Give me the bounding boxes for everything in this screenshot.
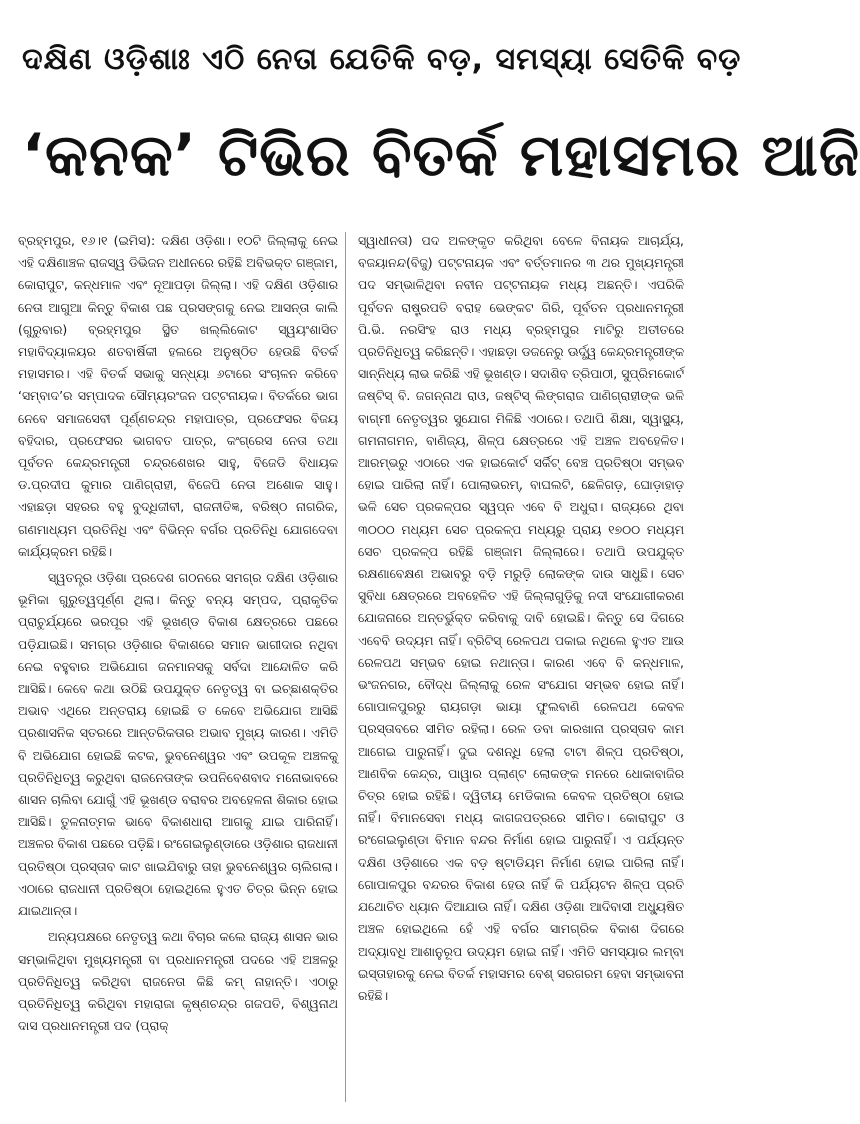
article-kicker: ଦକ୍ଷିଣ ଓଡ଼ିଶାଃ ଏଠି ନେତା ଯେତିକି ବଡ଼, ସମସ୍ୟା ସେତିକି ବଡ଼	[22, 41, 742, 77]
paragraph-2: ସ୍ୱତନ୍ତ୍ର ଓଡ଼ିଶା ପ୍ରଦେଶ ଗଠନରେ ସମଗ୍ର ଦକ୍ଷିଣ ଓଡ଼ିଶାର ଭୂମିକା ଗୁରୁତ୍ୱପୂର୍ଣ୍ଣ ଥିଲା। କିନ୍ତୁ ବନ୍ୟ ସମ୍ପଦ, ପ୍ରାକୃତିକ ପ୍ରାଚୁର୍ଯ୍ୟରେ ଭରପୂର ଏହି ଭୂଖଣ୍ଡ ବିକାଶ କ୍ଷେତ୍ରରେ ପଛରେ ପଡ଼ିଯାଇଛି। ସମଗ୍ର ଓଡ଼ିଶାର ବିକାଶରେ ସମାନ ଭାଗୀଦାର ନଥିବା ନେଇ ବହୁବାର ଅଭିଯୋଗ ଜନମାନସକୁ ସର୍ବଦା ଆନ୍ଦୋଳିତ କରି ଆସିଛି। କେବେ କଥା ଉଠିଛି ଉପଯୁକ୍ତ ନେତୃତ୍ୱ ବା ଇଚ୍ଛାଶକ୍ତିର ଅଭାବ ଏଥିରେ ଅନ୍ତରାୟ ହୋଇଛି ତ କେବେ ଅଭିଯୋଗ ଆସିଛି ପ୍ରଶାସନିକ ସ୍ତରରେ ଆନ୍ତରିକତାର ଅଭାବ ମୁଖ୍ୟ କାରଣ। ଏମିତି ବି ଅଭିଯୋଗ ହୋଇଛି କଟକ, ଭୁବନେଶ୍ୱର ଏବଂ ଉପକୂଳ ଅଞ୍ଚଳକୁ ପ୍ରତିନିଧିତ୍ୱ କରୁଥିବା ରାଜନେତାଙ୍କ ଉପନିବେଶବାଦ ମନୋଭାବରେ ଶାସନ ଚାଲିବା ଯୋଗୁଁ ଏହି ଭୂଖଣ୍ଡ ବରାବର ଅବହେଳନା ଶିକାର ହୋଇ ଆସିଛି। ତୁଳନାତ୍ମକ ଭାବେ ବିକାଶଧାରା ଆଗକୁ ଯାଇ ପାରିନାହିଁ। ଅଞ୍ଚଳର ବିକାଶ ପଛରେ ପଡ଼ିଛି। ରଂଗେଇଲୁଣ୍ଡାରେ ଓଡ଼ିଶାର ରାଜଧାନୀ ପ୍ରତିଷ୍ଠା ପ୍ରସ୍ତାବ କାଟ ଖାଇଯିବାରୁ ତାହା ଭୁବନେଶ୍ୱର ଚାଲିଗଲା। ଏଠାରେ ରାଜଧାନୀ ପ୍ରତିଷ୍ଠା ହୋଇଥିଲେ ହୁଏତ ଚିତ୍ର ଭିନ୍ନ ହୋଇ ଯାଇଥାନ୍ତା।	[18, 570, 338, 919]
paragraph-1: ବ୍ରହ୍ମପୁର, ୧୬।୧ (ଇମିସ): ଦକ୍ଷିଣ ଓଡ଼ିଶା। ୧୦ଟି ଜିଲ୍ଲାକୁ ନେଇ ଏହି ଦକ୍ଷିଣାଞ୍ଚଳ ରାଜସ୍ୱ ଡିଭିଜନ ଅଧୀନରେ ରହିଛି ଅବିଭକ୍ତ ଗଞ୍ଜାମ, କୋରାପୁଟ, କନ୍ଧମାଳ ଏବଂ ନୂଆପଡ଼ା ଜିଲ୍ଲା। ଏହି ଦକ୍ଷିଣ ଓଡ଼ିଶାର ନେତା ଆଗୁଆ କିନ୍ତୁ ବିକାଶ ପଛ ପ୍ରସଙ୍ଗକୁ ନେଇ ଆସନ୍ତା କାଲି (ଗୁରୁବାର) ବ୍ରହ୍ମପୁର ସ୍ଥିତ ଖଲ୍ଲିକୋଟ ସ୍ୱୟଂଶାସିତ ମହାବିଦ୍ୟାଳୟର ଶତବାର୍ଷିକୀ ହଲରେ ଅନୁଷ୍ଠିତ ହେଉଛି ବିତର୍କ ମହାସମର। ଏହି ବିତର୍କ ସଭାକୁ ସନ୍ଧ୍ୟା ୬ଟାରେ ସଂଚାଳନ କରିବେ ‘ସମ୍ବାଦ’ର ସମ୍ପାଦକ ସୌମ୍ୟରଂଜନ ପଟ୍ଟନାୟକ। ବିତର୍କରେ ଭାଗ ନେବେ ସମାଜସେବୀ ପୂର୍ଣ୍ଣଚନ୍ଦ୍ର ମହାପାତ୍ର, ପ୍ରଫେସର ବିଜୟ ବହିଦାର, ପ୍ରଫେସର ଭାଗବତ ପାତ୍ର, କଂଗ୍ରେସ ନେତା ତଥା ପୂର୍ବତନ କେନ୍ଦ୍ରମନ୍ତ୍ରୀ ଚନ୍ଦ୍ରଶେଖର ସାହୁ, ବିଜେଡି ବିଧାୟକ ଡ.ପ୍ରଦୀପ କୁମାର ପାଣିଗ୍ରାହୀ, ବିଜେପି ନେତା ଅଶୋକ ସାହୁ। ଏହାଛଡ଼ା ସହରର ବହୁ ବୁଦ୍ଧିଜୀବୀ, ରାଜନୀତିଜ୍ଞ, ବରିଷ୍ଠ ନାଗରିକ, ଗଣମାଧ୍ୟମ ପ୍ରତିନିଧି ଏବଂ ବିଭିନ୍ନ ବର୍ଗର ପ୍ରତିନିଧି ଯୋଗଦେବା କାର୍ଯ୍ୟକ୍ରମ ରହିଛି।	[18, 233, 338, 559]
article-headline: ‘କନକ’ ଟିଭିର ବିତର୍କ ମହାସମର ଆଜି	[22, 121, 860, 189]
column-divider	[345, 232, 346, 1102]
left-column	[18, 230, 338, 1041]
right-column	[358, 230, 684, 1011]
paragraph-4: ସ୍ୱାଧୀନତା) ପଦ ଅଳଙ୍କୃତ କରିଥିବା ବେଳେ ବିନାୟକ ଆଚାର୍ଯ୍ୟ, ବଜୟାନନ୍ଦ(ବିଜୁ) ପଟ୍ଟନାୟକ ଏବଂ ବର୍ତ୍ତମାନର ୩ ଥର ମୁଖ୍ୟମନ୍ତ୍ରୀ ପଦ ସମ୍ଭାଳିଥିବା ନବୀନ ପଟ୍ଟନାୟକ ମଧ୍ୟ ଅଛନ୍ତି। ଏପରିକି ପୂର୍ବତନ ରାଷ୍ଟ୍ରପତି ବରାହ ଭେଙ୍କଟ ଗିରି, ପୂର୍ବତନ ପ୍ରଧାନମନ୍ତ୍ରୀ ପି.ଭି. ନରସିଂହ ରାଓ ମଧ୍ୟ ବ୍ରହ୍ମପୁର ମାଟିରୁ ଅତୀତରେ ପ୍ରତିନିଧିତ୍ୱ କରିଛନ୍ତି। ଏହାଛଡ଼ା ଡଜନେରୁ ଊର୍ଦ୍ଧ୍ୱ କେନ୍ଦ୍ରମନ୍ତ୍ରୀଙ୍କ ସାନ୍ନିଧ୍ୟ ଲାଭ କରିଛି ଏହି ଭୂଖଣ୍ଡ। ସଦାଶିବ ତ୍ରିପାଠୀ, ସୁପ୍ରିମକୋର୍ଟ ଜଷ୍ଟିସ୍ ବି. ଜଗନ୍ନାଥ ରାଓ, ଜଷ୍ଟିସ୍ ଲିଙ୍ଗରାଜ ପାଣିଗ୍ରାହୀଙ୍କ ଭଳି ବାଗ୍ମୀ ନେତୃତ୍ୱର ସୁଯୋଗ ମିଳିଛି ଏଠାରେ। ତଥାପି ଶିକ୍ଷା, ସ୍ୱାସ୍ଥ୍ୟ, ଗମନାଗମନ, ବାଣିଜ୍ୟ, ଶିଳ୍ପ କ୍ଷେତ୍ରରେ ଏହି ଅଞ୍ଚଳ ଅବହେଳିତ। ଆରମ୍ଭରୁ ଏଠାରେ ଏକ ହାଇକୋର୍ଟ ସର୍କିଟ୍ ବେଞ୍ଚ ପ୍ରତିଷ୍ଠା ସମ୍ଭବ ହୋଇ ପାରିଲା ନାହିଁ। ପୋଲାଭରମ୍, ବାଘଲଟି, ଛେଳିଗଡ଼, ଘୋଡ଼ାହାଡ଼ ଭଳି ସେଚ ପ୍ରକଳ୍ପର ସ୍ୱପ୍ନ ଏବେ ବି ଅଧୁରା। ରାଜ୍ୟରେ ଥିବା ୩୦୦୦ ମଧ୍ୟମ ସେଚ ପ୍ରକଳ୍ପ ମଧ୍ୟରୁ ପ୍ରାୟ ୧୭୦୦ ମଧ୍ୟମ ସେଚ ପ୍ରକଳ୍ପ ରହିଛି ଗଞ୍ଜାମ ଜିଲ୍ଲାରେ। ତଥାପି ଉପଯୁକ୍ତ ରକ୍ଷଣାବେକ୍ଷଣ ଅଭାବରୁ ବଡ଼ି ମରୁଡ଼ି ଲୋକଙ୍କ ଦାଉ ସାଧୁଛି। ସେଚ ସୁବିଧା କ୍ଷେତ୍ରରେ ଅବହେଳିତ ଏହି ଜିଲ୍ଲାଗୁଡ଼ିକୁ ନଦୀ ସଂଯୋଗୀକରଣ ଯୋଜନାରେ ଅନ୍ତର୍ଭୁକ୍ତ କରିବାକୁ ଦାବି ହୋଇଛି। କିନ୍ତୁ ସେ ଦିଗରେ ଏବେବି ଉଦ୍ୟମ ନାହିଁ। ବ୍ରିଟିସ୍ ରେଳପଥ ପକାଇ ନଥିଲେ ହୁଏତ ଆଉ ରେଳପଥ ସମ୍ଭବ ହୋଇ ନଥାନ୍ତା। କାରଣ ଏବେ ବି କନ୍ଧମାଳ, ଭଂଜନଗର, ବୌଦ୍ଧ ଜିଲ୍ଲାକୁ ରେଳ ସଂଯୋଗ ସମ୍ଭବ ହୋଇ ନାହିଁ। ଗୋପାଳପୁରରୁ ରାୟଗଡ଼ା ଭାୟା ଫୁଲବାଣି ରେଳପଥ କେବଳ ପ୍ରସ୍ତାବରେ ସୀମିତ ରହିଲା। ରେଳ ଡବା କାରଖାନା ପ୍ରସ୍ତାବ କାମ ଆଗେଇ ପାରୁନାହିଁ। ଦୁଇ ଦଶନ୍ଧି ହେଲା ଟାଟା ଶିଳ୍ପ ପ୍ରତିଷ୍ଠା, ଆଣବିକ କେନ୍ଦ୍ର, ପାୱାର ପ୍ଲାଣ୍ଟ ଲୋକଙ୍କ ମନରେ ଧୋକାବାଜିର ଚିତ୍ର ହୋଇ ରହିଛି। ଦ୍ୱିତୀୟ ମେଡିକାଲ କେବଳ ପ୍ରତିଷ୍ଠା ହୋଇ ନାହିଁ। ବିମାନସେବା ମଧ୍ୟ କାଗଜପତ୍ରରେ ସୀମିତ। କୋରାପୁଟ ଓ ରଂଗେଇଲୁଣ୍ଡା ବିମାନ ବନ୍ଦର ନିର୍ମାଣ ହୋଇ ପାରୁନାହିଁ। ଏ ପର୍ଯ୍ୟନ୍ତ ଦକ୍ଷିଣ ଓଡ଼ିଶାରେ ଏକ ବଡ଼ ଷ୍ଟାଡିୟମ ନିର୍ମାଣ ହୋଇ ପାରିଲା ନାହିଁ। ଗୋପାଳପୁର ବନ୍ଦରର ବିକାଶ ହେଉ ନାହିଁ କି ପର୍ଯ୍ୟଟନ ଶିଳ୍ପ ପ୍ରତି ଯଥୋଚିତ ଧ୍ୟାନ ଦିଆଯାଉ ନାହିଁ। ଦକ୍ଷିଣ ଓଡ଼ିଶା ଆଦିବାସୀ ଅଧ୍ୟୁଷିତ ଅଞ୍ଚଳ ହୋଇଥିଲେ ହେଁ ଏହି ବର୍ଗର ସାମଗ୍ରିକ ବିକାଶ ଦିଗରେ ଅଦ୍ୟାବଧି ଆଶାନୁରୂପ ଉଦ୍ୟମ ହୋଇ ନାହିଁ। ଏମିତି ସମସ୍ୟାର ଲମ୍ବା ଇସ୍ତାହାରକୁ ନେଇ ବିତର୍କ ମହାସମର ବେଶ୍ ସରଗରମ ହେବା ସମ୍ଭାବନା ରହିଛି।	[358, 233, 684, 1003]
paragraph-3: ଅନ୍ୟପକ୍ଷରେ ନେତୃତ୍ୱ କଥା ବିଚାର କଲେ ରାଜ୍ୟ ଶାସନ ଭାର ସମ୍ଭାଳିଥିବା ମୁଖ୍ୟମନ୍ତ୍ରୀ ବା ପ୍ରଧାନମନ୍ତ୍ରୀ ପଦରେ ଏହି ଅଞ୍ଚଳରୁ ପ୍ରତିନିଧିତ୍ୱ କରିଥିବା ରାଜନେତା କିଛି କମ୍ ନାହାନ୍ତି। ଏଠାରୁ ପ୍ରତିନିଧିତ୍ୱ କରିଥିବା ମହାରାଜା କୃଷ୍ଣଚନ୍ଦ୍ର ଗଜପତି, ବିଶ୍ୱନାଥ ଦାସ ପ୍ରଧାନମନ୍ତ୍ରୀ ପଦ (ପ୍ରାକ୍	[18, 929, 338, 1034]
